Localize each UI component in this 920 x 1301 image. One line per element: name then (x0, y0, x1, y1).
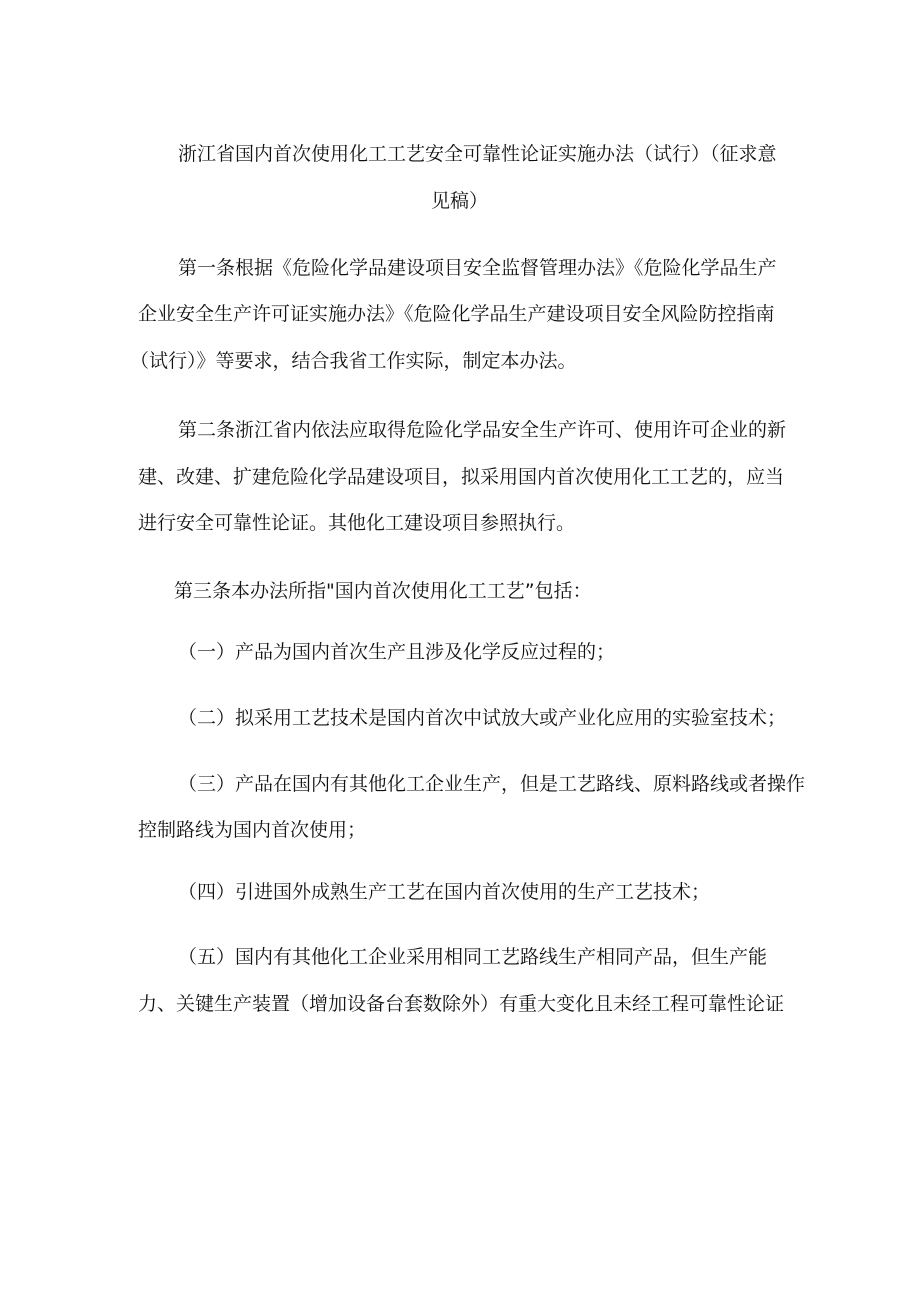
document-title-line-1: 浙江省国内首次使用化工工艺安全可靠性论证实施办法（试行）（征求意 (178, 143, 777, 165)
article-1-line-3: （试行）》等要求，结合我省工作实际，制定本办法。 (130, 350, 577, 372)
item-1-line-1: （一）产品为国内首次生产且涉及化学反应过程的； (178, 641, 616, 663)
item-3-line-1: （三）产品在国内有其他化工企业生产，但是工艺路线、原料路线或者操作 (178, 773, 806, 795)
item-5-line-2: 力、关键生产装置（增加设备台套数除外）有重大变化且未经工程可靠性论证 (138, 993, 785, 1015)
article-3-line-1: 第三条本办法所指"国内首次使用化工工艺”包括： (174, 580, 592, 602)
article-2-line-2: 建、改建、扩建危险化学品建设项目，拟采用国内首次使用化工工艺的，应当 (138, 466, 785, 488)
article-1-line-1: 第一条根据《危险化学品建设项目安全监督管理办法》《危险化学品生产 (178, 257, 777, 279)
item-3-line-2: 控制路线为国内首次使用； (138, 819, 367, 841)
document-title-line-2: 见稿） (431, 190, 489, 212)
item-2-line-1: （二）拟采用工艺技术是国内首次中试放大或产业化应用的实验室技术； (178, 707, 787, 729)
article-2-line-3: 进行安全可靠性论证。其他化工建设项目参照执行。 (138, 512, 576, 534)
item-5-line-1: （五）国内有其他化工企业采用相同工艺路线生产相同产品，但生产能 (178, 946, 768, 968)
article-2-line-1: 第二条浙江省内依法应取得危险化学品安全生产许可、使用许可企业的新 (178, 419, 787, 441)
article-1-line-2: 企业安全生产许可证实施办法》《危险化学品生产建设项目安全风险防控指南 (138, 303, 775, 325)
item-4-line-1: （四）引进国外成熟生产工艺在国内首次使用的生产工艺技术； (178, 881, 711, 903)
